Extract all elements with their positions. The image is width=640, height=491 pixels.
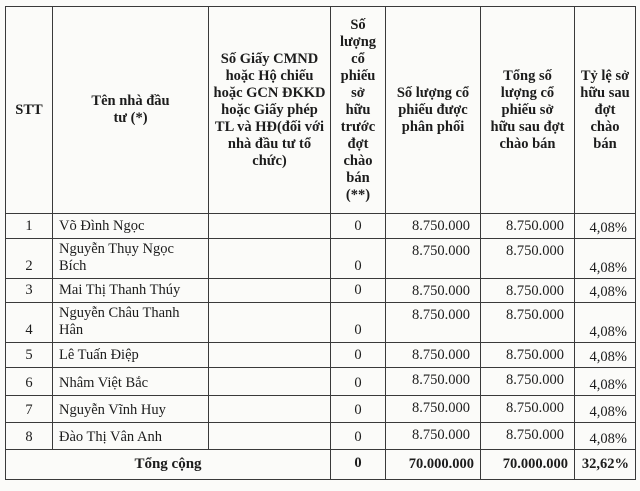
row-shares-distributed: 8.750.000	[386, 396, 481, 423]
row-shares-after: 8.750.000	[481, 214, 575, 239]
row-stt: 7	[6, 396, 53, 423]
table-row	[6, 239, 636, 279]
header-stt: STT	[6, 7, 53, 214]
row-id-document	[209, 368, 331, 396]
header-investor-name: Tên nhà đầu tư (*)	[53, 7, 209, 214]
table-row	[6, 368, 636, 396]
row-shares-distributed: 8.750.000	[386, 368, 481, 396]
row-shares-after: 8.750.000	[481, 368, 575, 396]
table-row	[6, 343, 636, 368]
header-id-document: Số Giấy CMND hoặc Hộ chiếu hoặc GCN ĐKKD hoặc Giấy phép TL và HĐ(đối với nhà đầu tư tổ chức)	[209, 7, 331, 214]
row-ownership-ratio: 4,08%	[575, 214, 636, 239]
row-shares-distributed: 8.750.000	[386, 303, 481, 343]
row-shares-before: 0	[331, 396, 386, 423]
row-investor-name: Nguyễn Thụy Ngọc Bích	[53, 239, 209, 279]
row-ownership-ratio: 4,08%	[575, 423, 636, 450]
row-shares-after: 8.750.000	[481, 343, 575, 368]
row-shares-distributed: 8.750.000	[386, 279, 481, 303]
table-row	[6, 303, 636, 343]
total-ownership-ratio: 32,62%	[575, 450, 636, 480]
row-ownership-ratio: 4,08%	[575, 239, 636, 279]
row-stt: 3	[6, 279, 53, 303]
total-shares-after: 70.000.000	[481, 450, 575, 480]
table-row	[6, 279, 636, 303]
table-row	[6, 396, 636, 423]
row-id-document	[209, 303, 331, 343]
row-ownership-ratio: 4,08%	[575, 303, 636, 343]
row-shares-before: 0	[331, 279, 386, 303]
row-id-document	[209, 214, 331, 239]
row-shares-before: 0	[331, 214, 386, 239]
header-shares-after: Tổng số lượng cổ phiếu sở hữu sau đợt chào bán	[481, 7, 575, 214]
row-shares-after: 8.750.000	[481, 396, 575, 423]
row-ownership-ratio: 4,08%	[575, 368, 636, 396]
header-row	[6, 7, 636, 214]
row-id-document	[209, 423, 331, 450]
header-shares-distributed: Số lượng cổ phiếu được phân phối	[386, 7, 481, 214]
row-shares-distributed: 8.750.000	[386, 214, 481, 239]
header-shares-before: Số lượng cổ phiếu sở hữu trước đợt chào bán (**)	[331, 7, 386, 214]
row-id-document	[209, 396, 331, 423]
row-shares-after: 8.750.000	[481, 279, 575, 303]
row-shares-distributed: 8.750.000	[386, 343, 481, 368]
table-row	[6, 214, 636, 239]
row-shares-after: 8.750.000	[481, 239, 575, 279]
row-stt: 5	[6, 343, 53, 368]
table-row	[6, 423, 636, 450]
row-investor-name: Võ Đình Ngọc	[53, 214, 209, 239]
row-investor-name: Lê Tuấn Điệp	[53, 343, 209, 368]
total-shares-distributed: 70.000.000	[386, 450, 481, 480]
row-shares-distributed: 8.750.000	[386, 423, 481, 450]
row-stt: 4	[6, 303, 53, 343]
row-shares-after: 8.750.000	[481, 303, 575, 343]
row-shares-after: 8.750.000	[481, 423, 575, 450]
row-investor-name: Mai Thị Thanh Thúy	[53, 279, 209, 303]
row-shares-before: 0	[331, 343, 386, 368]
row-id-document	[209, 239, 331, 279]
row-shares-before: 0	[331, 423, 386, 450]
row-shares-before: 0	[331, 368, 386, 396]
row-shares-before: 0	[331, 303, 386, 343]
row-ownership-ratio: 4,08%	[575, 343, 636, 368]
total-label: Tổng cộng	[6, 450, 331, 480]
total-row	[6, 450, 636, 480]
row-stt: 8	[6, 423, 53, 450]
row-shares-before: 0	[331, 239, 386, 279]
row-shares-distributed: 8.750.000	[386, 239, 481, 279]
row-stt: 6	[6, 368, 53, 396]
row-investor-name: Nhâm Việt Bắc	[53, 368, 209, 396]
row-id-document	[209, 279, 331, 303]
row-investor-name: Đào Thị Vân Anh	[53, 423, 209, 450]
row-ownership-ratio: 4,08%	[575, 396, 636, 423]
row-ownership-ratio: 4,08%	[575, 279, 636, 303]
row-stt: 1	[6, 214, 53, 239]
total-shares-before: 0	[331, 450, 386, 480]
row-investor-name: Nguyễn Châu Thanh Hân	[53, 303, 209, 343]
row-stt: 2	[6, 239, 53, 279]
header-ownership-ratio: Tỷ lệ sở hữu sau đợt chào bán	[575, 7, 636, 214]
investor-allocation-table	[5, 6, 636, 480]
row-investor-name: Nguyễn Vĩnh Huy	[53, 396, 209, 423]
row-id-document	[209, 343, 331, 368]
